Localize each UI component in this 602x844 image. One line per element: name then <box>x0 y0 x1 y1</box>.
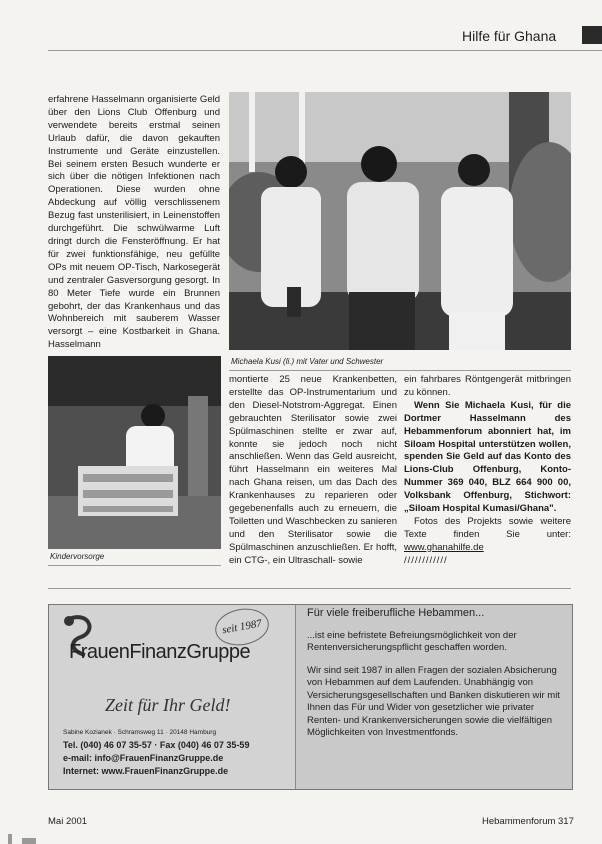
column-2-text: montierte 25 neue Krankenbetten, erstellte das OP-Instrumentarium und den Diesel-Notstrom-Aggregat. Einen gebrauchten Sterilisator sowie zwei Spülmaschinen stellte er zwar auf, konnte sie jedoch noch nicht anschließen. Wenn das Geld ausreicht, führt Hasselmann ein weiteres Mal nach Ghana reisen, um das Dach des Krankenhauses zu reparieren oder gegebenenfalls auch zu erneuern, die Toiletten und Waschbecken zu sanieren und den Sterilisator sowie die Spülmaschinen anzuschließen. Er hofft, ein CTG-, ein Ultraschall- sowie <box>229 374 397 566</box>
section-marker <box>582 26 602 44</box>
ad-headline: Für viele freiberufliche Hebammen... <box>307 607 485 619</box>
header-rule <box>48 50 602 51</box>
article-column-1 <box>48 94 220 352</box>
photo-family <box>229 92 571 350</box>
article-column-3 <box>404 374 571 568</box>
column-1-text: erfahrene Hasselmann organisierte Geld über den Lions Club Offenburg und verwendete bereits erstmal seinen Urlaub dafür, die davon gekauften Instrumente und Geräte einzustellen. Bei seinem ersten Besuch wunderte er sich über die nötigen Infektionen nach Operationen. Diese wurden ohne Abdeckung auf völlig verschlissenem Bezug fast unsterilisiert, in Leinenstoffen durchgeführt. Die schwülwarme Luft dringt durch die Fensteröffnung. Er hat für zwei funktionsfähige, neu gefüllte OPs mit neuem OP-Tisch, Narkosegerät und zentraler Gasversorgung gesorgt. In 80 Meter Tiefe wurde ein Brunnen gebohrt, der das Krankenhaus und das Wohnbereich mit sauberem Wasser versorgt – eine Kostbarkeit in Ghana. Hasselmann <box>48 94 220 351</box>
caption-rule <box>229 370 571 371</box>
contact-internet[interactable]: Internet: www.FrauenFinanzGruppe.de <box>63 766 229 776</box>
ad-paragraph-1: ...ist eine befristete Befreiungsmöglichkeit von der Rentenversicherungspflicht geschaffen worden. <box>307 629 517 653</box>
scan-mark <box>8 834 12 844</box>
seal: seit 1987 <box>212 605 271 650</box>
scan-mark <box>22 838 36 844</box>
contact-email[interactable]: e-mail: info@FrauenFinanzGruppe.de <box>63 753 224 763</box>
caption-left-rule <box>48 565 221 566</box>
slogan: Zeit für Ihr Geld! <box>105 695 231 715</box>
column-3-intro: ein fahrbares Röntgengerät mitbringen zu können. <box>404 374 571 398</box>
donation-appeal: Wenn Sie Michaela Kusi, für die Dortmer Hasselmann des Hebammenforum abonniert hat, im Siloam Hospital unterstützen wollen, spenden Sie Geld auf das Konto des Lions-Club Offenburg, Konto-Nummer 369 040, BLZ 664 900 00, Volksbank Offenburg, Stichwort: „Siloam Hospital Kumasi/Ghana". <box>404 399 571 515</box>
column-3-outro: Fotos des Projekts sowie weitere Texte finden Sie unter: <box>404 515 571 540</box>
website-link[interactable]: www.ghanahilfe.de <box>404 541 484 553</box>
photo-examination <box>48 356 221 549</box>
footer-date: Mai 2001 <box>48 816 88 827</box>
article-end-rule <box>48 588 571 589</box>
advertisement <box>48 604 573 790</box>
contact-name: Sabine Kozianek · Schramsweg 11 · 20148 Hamburg <box>63 729 217 736</box>
ad-text-panel <box>307 607 569 740</box>
footer-page: Hebammenforum 317 <box>482 816 574 827</box>
contact-tel: Tel. (040) 46 07 35-57 · Fax (040) 46 07 35-59 <box>63 740 250 750</box>
section-title: Hilfe für Ghana <box>462 28 557 44</box>
end-marks: //////////// <box>404 554 448 566</box>
article-column-2 <box>229 374 397 568</box>
caption-top: Michaela Kusi (li.) mit Vater und Schwester <box>231 357 384 366</box>
caption-left: Kindervorsorge <box>50 552 105 561</box>
brand-name: FrauenFinanzGruppe <box>69 641 251 663</box>
ad-brand-panel <box>49 605 296 789</box>
ad-paragraph-2: Wir sind seit 1987 in allen Fragen der sozialen Absicherung von Hebammen auf dem Laufenden. Unabhängig von Versicherungsgesellschaften und Banken diskutieren wir mit Ihnen das Für und Wider von gesetzlicher wie privater Renten- und Krankenversicherungen sowie die vielfältigen Möglichkeiten von Investmentfonds. <box>307 664 560 738</box>
